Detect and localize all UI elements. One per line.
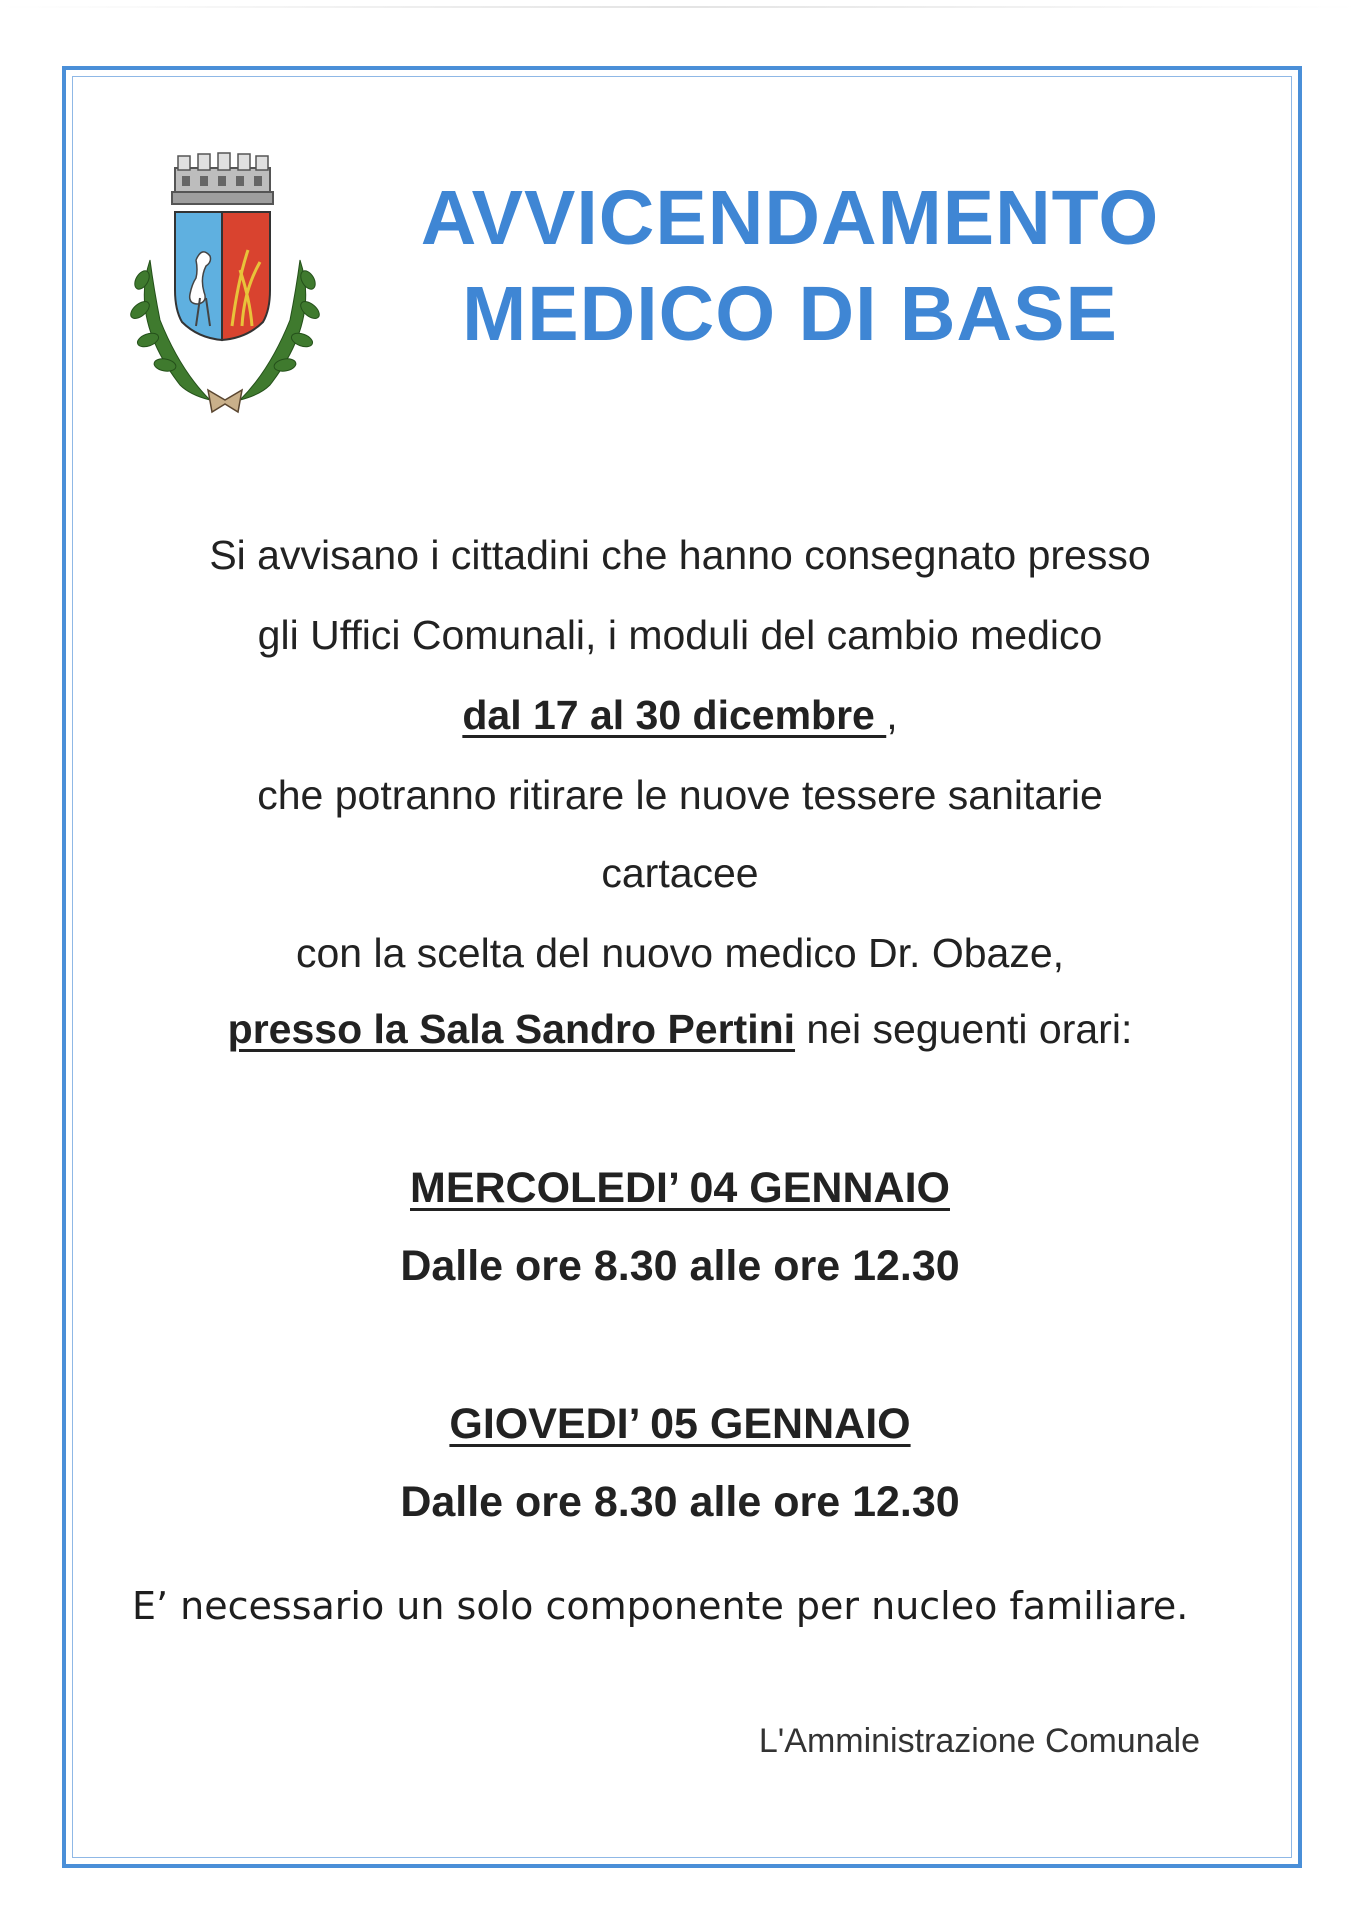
crown-icon bbox=[172, 153, 273, 204]
paragraph-line-4: che potranno ritirare le nuove tessere sanitarie bbox=[257, 772, 1103, 818]
schedule-day-1: MERCOLEDI’ 04 GENNAIO bbox=[410, 1164, 950, 1212]
ribbon-icon bbox=[208, 390, 242, 412]
shield-icon bbox=[175, 212, 270, 340]
paragraph-line-2: gli Uffici Comunali, i moduli del cambio medico bbox=[257, 612, 1103, 658]
paragraph-line-1: Si avvisano i cittadini che hanno consegnato presso bbox=[209, 532, 1151, 578]
collection-dates-comma: , bbox=[886, 692, 898, 738]
paragraph-line-7 bbox=[100, 1004, 1260, 1054]
paragraph-line-3 bbox=[100, 690, 1260, 740]
collection-dates: dal 17 al 30 dicembre bbox=[462, 692, 887, 738]
schedule-hours-1: Dalle ore 8.30 alle ore 12.30 bbox=[400, 1242, 960, 1290]
signature: L'Amministrazione Comunale bbox=[758, 1722, 1200, 1760]
household-note: E’ necessario un solo componente per nucleo familiare. bbox=[132, 1584, 1189, 1628]
paragraph-line-5: cartacee bbox=[601, 850, 759, 896]
schedule-day-2: GIOVEDI’ 05 GENNAIO bbox=[449, 1400, 911, 1448]
title-line-2: MEDICO DI BASE bbox=[462, 271, 1118, 357]
venue-tail: nei seguenti orari: bbox=[795, 1006, 1133, 1052]
paragraph-line-6: con la scelta del nuovo medico Dr. Obaze, bbox=[295, 930, 1065, 976]
venue-name: presso la Sala Sandro Pertini bbox=[227, 1006, 796, 1052]
title-line-1: AVVICENDAMENTO bbox=[420, 175, 1160, 261]
schedule-hours-2: Dalle ore 8.30 alle ore 12.30 bbox=[400, 1478, 960, 1526]
scan-edge-line bbox=[0, 6, 1358, 8]
notice-title bbox=[380, 170, 1200, 362]
coat-of-arms-icon bbox=[120, 150, 330, 420]
